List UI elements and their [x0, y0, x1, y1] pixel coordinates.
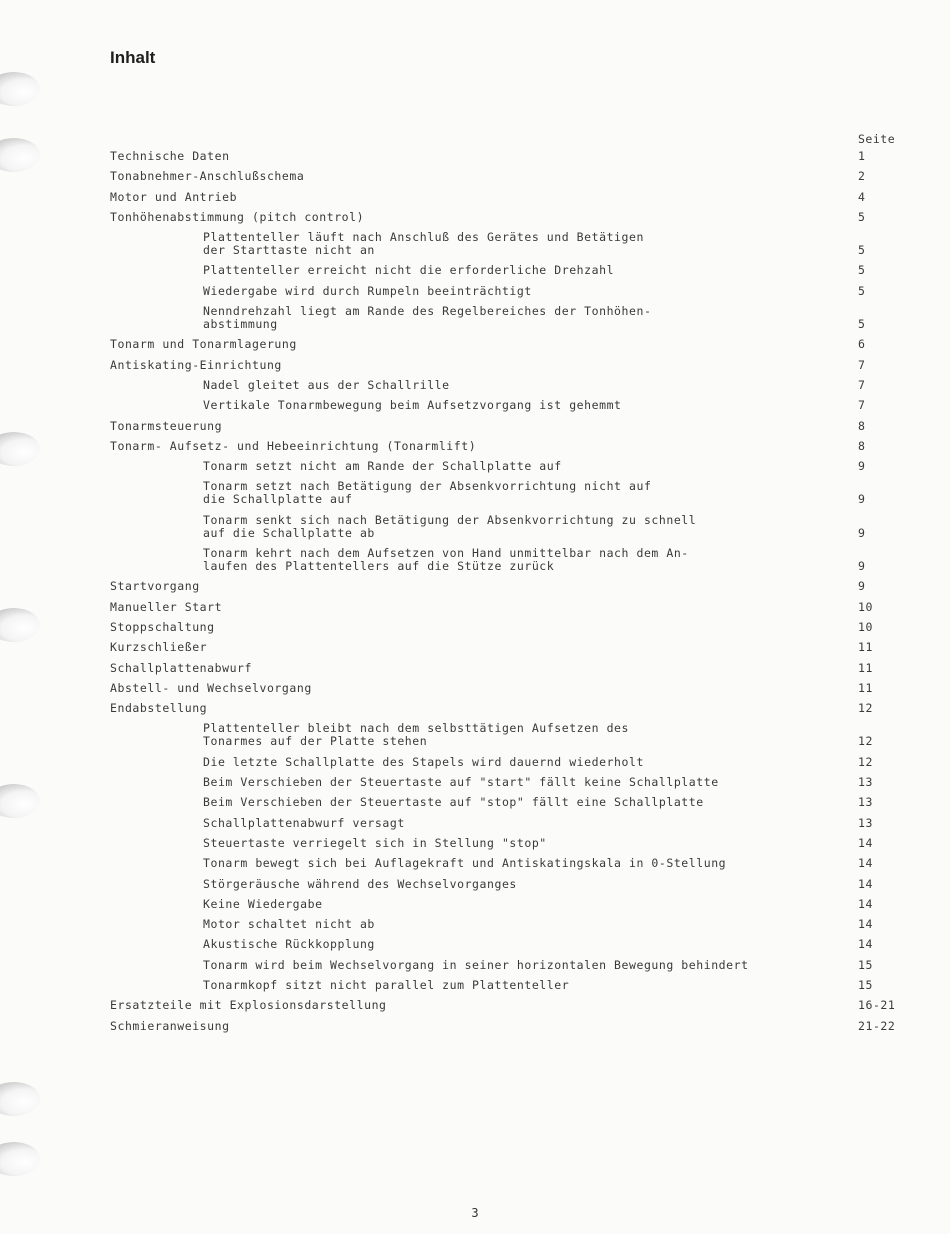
toc-entry — [0, 702, 950, 715]
toc-entry-title: Schallplattenabwurf versagt — [203, 815, 405, 830]
toc-entry-page: 10 — [858, 599, 873, 614]
toc-entry-title: Schmieranweisung — [110, 1018, 230, 1033]
toc-entry-title: Beim Verschieben der Steuertaste auf "stop" fällt eine Schallplatte — [203, 795, 704, 810]
toc-entry-title: Tonarm kehrt nach dem Aufsetzen von Hand unmittelbar nach dem An- laufen des Plattentellers auf die Stütze zurück — [203, 546, 689, 574]
toc-entry-title: Startvorgang — [110, 579, 200, 594]
toc-subentry — [0, 460, 950, 473]
toc-entry-title: Vertikale Tonarmbewegung beim Aufsetzvorgang ist gehemmt — [203, 398, 622, 413]
table-of-contents — [0, 150, 950, 1040]
toc-subentry — [0, 756, 950, 769]
toc-subentry — [0, 837, 950, 850]
toc-entry — [0, 1020, 950, 1033]
toc-entry — [0, 601, 950, 614]
toc-entry-title: Wiedergabe wird durch Rumpeln beeinträchtigt — [203, 283, 532, 298]
toc-entry — [0, 359, 950, 372]
toc-subentry — [0, 285, 950, 298]
toc-entry-page: 2 — [858, 169, 866, 184]
toc-entry-page: 12 — [858, 734, 873, 749]
toc-entry-page: 14 — [858, 856, 873, 871]
toc-entry-title: Stoppschaltung — [110, 619, 215, 634]
toc-entry-page: 14 — [858, 917, 873, 932]
toc-subentry — [0, 776, 950, 789]
toc-entry-title: Manueller Start — [110, 599, 223, 614]
toc-entry-title: Plattenteller bleibt nach dem selbsttätigen Aufsetzen des Tonarmes auf der Platte stehen — [203, 721, 629, 749]
page-title: Inhalt — [110, 48, 156, 67]
toc-subentry — [0, 399, 950, 412]
toc-entry-page: 9 — [858, 559, 866, 574]
toc-entry-title: Tonarm wird beim Wechselvorgang in seiner horizontalen Bewegung behindert — [203, 957, 749, 972]
toc-subentry — [0, 979, 950, 992]
toc-entry-title: Tonarm setzt nach Betätigung der Absenkvorrichtung nicht auf die Schallplatte auf — [203, 479, 652, 507]
punch-hole — [0, 72, 40, 106]
toc-entry-page: 12 — [858, 701, 873, 716]
toc-subentry — [0, 514, 950, 540]
toc-entry — [0, 641, 950, 654]
toc-entry-title: Akustische Rückkopplung — [203, 937, 375, 952]
toc-entry-page: 5 — [858, 283, 866, 298]
toc-entry-page: 13 — [858, 815, 873, 830]
toc-entry-title: Ersatzteile mit Explosionsdarstellung — [110, 998, 387, 1013]
toc-entry-page: 13 — [858, 775, 873, 790]
toc-subentry — [0, 547, 950, 573]
toc-subentry — [0, 938, 950, 951]
toc-entry-title: Tonarm- Aufsetz- und Hebeeinrichtung (Tonarmlift) — [110, 438, 477, 453]
toc-entry-page: 5 — [858, 317, 866, 332]
toc-entry-title: Nenndrehzahl liegt am Rande des Regelbereiches der Tonhöhen- abstimmung — [203, 304, 652, 332]
toc-subentry — [0, 898, 950, 911]
toc-entry-page: 9 — [858, 492, 866, 507]
toc-entry-title: Abstell- und Wechselvorgang — [110, 680, 312, 695]
toc-entry-page: 9 — [858, 579, 866, 594]
toc-subentry — [0, 480, 950, 506]
toc-entry-page: 5 — [858, 243, 866, 258]
toc-entry-title: Tonarmsteuerung — [110, 418, 223, 433]
toc-entry — [0, 662, 950, 675]
toc-entry — [0, 191, 950, 204]
toc-entry-title: Tonhöhenabstimmung (pitch control) — [110, 209, 365, 224]
toc-subentry — [0, 379, 950, 392]
toc-entry-page: 14 — [858, 876, 873, 891]
toc-entry-title: Motor schaltet nicht ab — [203, 917, 375, 932]
toc-subentry — [0, 817, 950, 830]
toc-entry-title: Tonarm setzt nicht am Rande der Schallplatte auf — [203, 459, 562, 474]
toc-entry-page: 11 — [858, 680, 873, 695]
toc-entry-page: 15 — [858, 977, 873, 992]
toc-entry-page: 8 — [858, 418, 866, 433]
toc-subentry — [0, 796, 950, 809]
toc-entry-title: Plattenteller erreicht nicht die erforderliche Drehzahl — [203, 263, 615, 278]
toc-entry-page: 5 — [858, 209, 866, 224]
toc-entry-title: Störgeräusche während des Wechselvorganges — [203, 876, 517, 891]
toc-entry-page: 7 — [858, 377, 866, 392]
toc-entry-page: 11 — [858, 640, 873, 655]
toc-entry-title: Tonarm bewegt sich bei Auflagekraft und Antiskatingskala in 0-Stellung — [203, 856, 727, 871]
toc-entry-title: Kurzschließer — [110, 640, 208, 655]
toc-entry — [0, 999, 950, 1012]
page-number: 3 — [471, 1206, 479, 1220]
toc-entry-page: 7 — [858, 357, 866, 372]
toc-entry-page: 11 — [858, 660, 873, 675]
toc-entry-page: 4 — [858, 189, 866, 204]
toc-entry-page: 14 — [858, 896, 873, 911]
toc-subentry — [0, 918, 950, 931]
toc-entry-title: Tonarmkopf sitzt nicht parallel zum Plattenteller — [203, 977, 570, 992]
toc-entry-title: Plattenteller läuft nach Anschluß des Gerätes und Betätigen der Starttaste nicht an — [203, 230, 644, 258]
toc-entry-page: 14 — [858, 937, 873, 952]
toc-entry-page: 8 — [858, 438, 866, 453]
toc-entry-page: 13 — [858, 795, 873, 810]
toc-entry-title: Tonarm und Tonarmlagerung — [110, 337, 297, 352]
toc-entry-page: 10 — [858, 619, 873, 634]
toc-entry — [0, 440, 950, 453]
punch-hole — [0, 1082, 40, 1116]
toc-entry-title: Schallplattenabwurf — [110, 660, 252, 675]
toc-entry-page: 9 — [858, 459, 866, 474]
toc-subentry — [0, 264, 950, 277]
toc-entry-title: Nadel gleitet aus der Schallrille — [203, 377, 450, 392]
toc-entry-title: Technische Daten — [110, 149, 230, 163]
toc-subentry — [0, 857, 950, 870]
toc-entry-title: Motor und Antrieb — [110, 189, 238, 204]
toc-entry-title: Die letzte Schallplatte des Stapels wird dauernd wiederholt — [203, 754, 644, 769]
toc-entry-page: 9 — [858, 525, 866, 540]
toc-entry — [0, 682, 950, 695]
toc-entry-title: Tonabnehmer-Anschlußschema — [110, 169, 305, 184]
toc-entry-page: 16-21 — [858, 998, 896, 1013]
toc-entry-page: 5 — [858, 263, 866, 278]
toc-subentry — [0, 722, 950, 748]
toc-entry-title: Antiskating-Einrichtung — [110, 357, 282, 372]
toc-subentry — [0, 959, 950, 972]
toc-entry — [0, 338, 950, 351]
toc-subentry — [0, 305, 950, 331]
toc-entry-page: 12 — [858, 754, 873, 769]
toc-entry-page: 1 — [858, 149, 866, 163]
toc-subentry — [0, 878, 950, 891]
toc-entry — [0, 150, 950, 163]
toc-entry-title: Steuertaste verriegelt sich in Stellung "stop" — [203, 835, 547, 850]
toc-entry — [0, 211, 950, 224]
toc-entry — [0, 621, 950, 634]
toc-entry-title: Tonarm senkt sich nach Betätigung der Absenkvorrichtung zu schnell auf die Schallplatte ab — [203, 512, 697, 540]
toc-entry-page: 14 — [858, 835, 873, 850]
toc-entry-page: 15 — [858, 957, 873, 972]
toc-entry-title: Keine Wiedergabe — [203, 896, 323, 911]
toc-entry — [0, 170, 950, 183]
toc-entry-page: 6 — [858, 337, 866, 352]
page-column-label: Seite — [858, 132, 896, 146]
toc-entry-title: Beim Verschieben der Steuertaste auf "start" fällt keine Schallplatte — [203, 775, 719, 790]
toc-entry-title: Endabstellung — [110, 701, 208, 716]
toc-entry — [0, 580, 950, 593]
toc-subentry — [0, 231, 950, 257]
toc-entry-page: 7 — [858, 398, 866, 413]
punch-hole — [0, 1142, 40, 1176]
toc-entry-page: 21-22 — [858, 1018, 896, 1033]
toc-entry — [0, 420, 950, 433]
